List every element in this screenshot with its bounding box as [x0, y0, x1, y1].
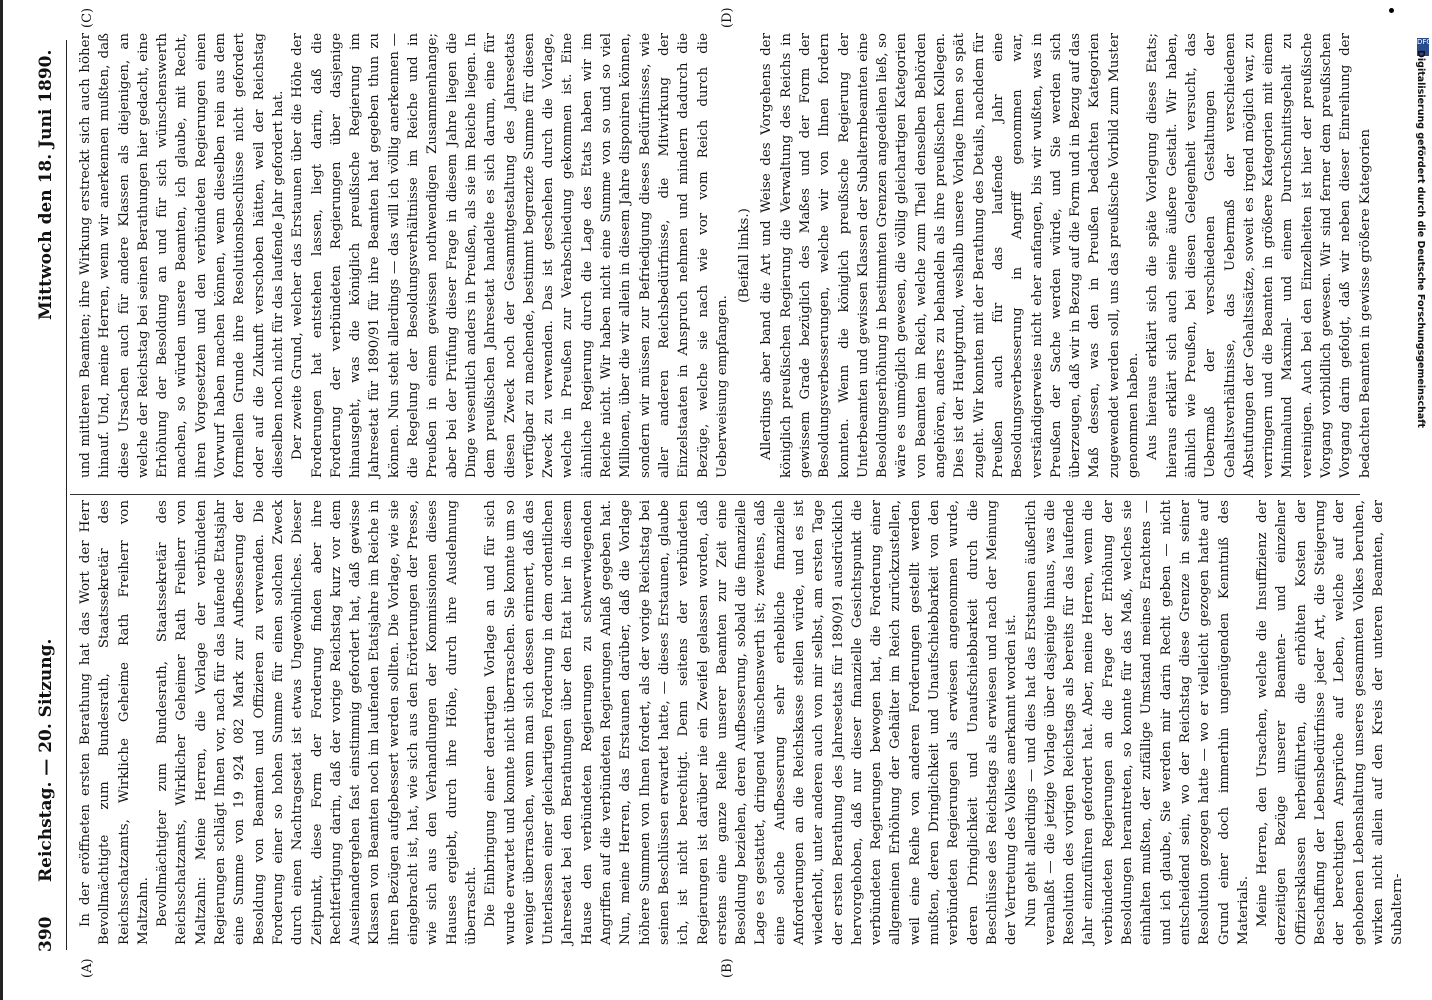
margin-mark-c: (C): [80, 7, 95, 28]
margin-mark-a: (A): [80, 958, 95, 978]
credit-text: Digitalisierung gefördert durch die Deutsche Forschungsgemeinschaft: [1415, 50, 1426, 428]
dfg-logo-text: DFG: [1417, 38, 1432, 46]
text-column-left: [76, 500, 1407, 945]
margin-mark-b: (B): [720, 958, 735, 978]
page-number: 390: [36, 916, 56, 952]
header-rule: [66, 40, 67, 950]
paragraph: Meine Herren, den Ursachen, welche die Insuffizienz der derzeitigen Bezüge unserer Beamten- und einzelner Offiziersklassen herbeiführten, die erhöhten Kosten der Beschaffung der Lebensbedürfnisse jeder Art, die Steigerung der berechtigten Ansprüche auf Leben, welche auf der gehobenen Lebenshaltung unseres gesammten Volkes beruhen, wirken nicht allein auf den Kreis der unteren Beamten, der Subaltern-: [1255, 500, 1406, 945]
header-date: Mittwoch den 18. Juni 1890.: [36, 49, 56, 320]
paragraph: Die Einbringung einer derartigen Vorlage an und für sich wurde erwartet und konnte nicht überraschen. Sie konnte um so weniger überraschen, wenn man sich dessen erinnert, daß das Unterlassen einer gleichartigen Forderung in dem ordentlichen Jahresetat bei den Berathungen über den Etat hier in diesem Hause den verbündeten Regierungen zu schwerwiegenden Angriffen auf die verbündeten Regierungen Anlaß gegeben hat. Nun, meine Herren, das Erstaunen darüber, daß die Vorlage höhere Summen von Ihnen fordert, als der vorige Reichstag bei seinen Beschlüssen erwartet hatte, — dieses Erstaunen, glaube ich, ist nicht berechtigt. Denn seitens der verbündeten Regierungen ist darüber nie ein Zweifel gelassen worden, daß erstens eine ganze Reihe unserer Beamten zur Zeit eine Besoldung beziehen, deren Aufbesserung, sobald die finanzielle Lage es gestattet, dringend wünschenswerth ist; zweitens, daß eine solche Aufbesserung sehr erhebliche finanzielle Anforderungen an die Reichskasse stellen würde, und es ist wiederholt, unter anderen auch von mir selbst, am ersten Tage der ersten Berathung des Jahresetats für 1890/91 ausdrücklich hervorgehoben, daß nur dieser finanzielle Gesichtspunkt die verbündeten Regierungen bewogen hat, die Forderung einer allgemeinen Erhöhung der Gehälter im Reich zurückzustellen, weil eine Reihe von anderen Forderungen gestellt werden mußten, deren Dringlichkeit und Unaufschiebbarkeit von den verbündeten Regierungen als erwiesen angenommen wurde, deren Dringlichkeit und Unaufschiebbarkeit durch die Beschlüsse des Reichstags als erwiesen und nach der Meinung der Vertretung des Volkes anerkannt worden ist.: [483, 500, 1020, 945]
digitization-credit: [1412, 50, 1428, 570]
paragraph: Allerdings aber band die Art und Weise des Vorgehens der königlich preußischen Regierung die Verwaltung des Reichs in gewissem Grade bezüglich des Maßes und der Form der Besoldungsverbesserungen, welche wir von Ihnen fordern konnten. Wenn die königlich preußische Regierung der Unterbeamten und gewissen Klassen der Subalternbeamten eine Besoldungserhöhung in bestimmten Grenzen angedeihen ließ, so wäre es unmöglich gewesen, die völlig gleichartigen Kategorien von Beamten im Reich, welche zum Theil denselben Behörden angehören, anders zu behandeln als ihre preußischen Kollegen. Dies ist der Hauptgrund, weshalb unsere Vorlage Ihnen so spät zugeht. Wir konnten mit der Berathung des Details, nachdem für Preußen auch für das laufende Jahr eine Besoldungsverbesserung in Angriff genommen war, verständigerweise nicht eher anfangen, bis wir wußten, was in Preußen der Sache werden würde, und Sie werden sich überzeugen, daß wir in Bezug auf die Form und in Bezug auf das Maß dessen, was den in Preußen bedachten Kategorien zugewendet werden soll, uns das preußische Vorbild zum Muster genommen haben.: [759, 33, 1142, 478]
paragraph: und mittleren Beamten; ihre Wirkung erstreckt sich auch höher hinauf. Und, meine Herren, wenn wir anerkennen mußten, daß diese Ursachen auch für andere Klassen als diejenigen, an welche der Reichstag bei seinen Berathungen hier gedacht, eine Erhöhung der Besoldung an und für sich wünschenswerth machen, so würden unsere Beamten, ich glaube, mit Recht, ihren Vorgesetzten und den verbündeten Regierungen einen Vorwurf haben machen können, wenn dieselben rein aus dem formellen Grunde ihre Resolutionsbeschlüsse nicht gefordert oder auf die Zukunft verschoben hätten, weil der Reichstag dieselben noch nicht für das laufende Jahr gefordert hat.: [78, 33, 286, 478]
paragraph: In der eröffneten ersten Berathung hat das Wort der Herr Bevollmächtigte zum Bundesrath, Staatssekretär des Reichsschatzamts, Wirkliche Geheime Rath Freiherr von Maltzahn.: [78, 500, 151, 945]
header-title: Reichstag. — 20. Sitzung.: [36, 638, 56, 882]
scan-speck: [1389, 8, 1394, 13]
text-column-right: [76, 33, 1375, 478]
paragraph: Bevollmächtigter zum Bundesrath, Staatssekretär des Reichsschatzamts, Wirklicher Geheimer Rath Freiherr von Maltzahn: Meine Herren, die Vorlage der verbündeten Regierungen schlägt Ihnen vor, nach für das laufende Etatsjahr eine Summe von 19 924 082 Mark zur Aufbesserung der Besoldung von Beamten und Offizieren zu verwenden. Die Forderung einer so hohen Summe für einen solchen Zweck durch einen Nachtragsetat ist etwas Ungewöhnliches. Dieser Zeitpunkt, diese Form der Forderung finden aber ihre Rechtfertigung darin, daß der vorige Reichstag kurz vor dem Auseinandergehen fast einstimmig gefordert hat, daß gewisse Klassen von Beamten noch im laufenden Etatsjahre im Reiche in ihren Bezügen aufgebessert werden sollten. Die Vorlage, wie sie eingebracht ist, hat, wie sich aus den Erörterungen der Presse, wie sich aus den Verhandlungen der Kommissionen dieses Hauses ergiebt, durch ihre Höhe, durch ihre Ausdehnung überrascht.: [155, 500, 479, 945]
margin-mark-d: (D): [720, 7, 735, 28]
paragraph: Aus hieraus erklärt sich die späte Vorlegung dieses Etats; hieraus erklärt sich auch seine äußere Gestalt. Wir haben, ähnlich wie Preußen, bei diesen Gelegenheit versucht, das Uebermaß der verschiedenen Gestaltungen der Gehaltsverhältnisse, das Uebermaß der verschiedenen Abstufungen der Gehaltssätze, soweit es irgend möglich war, zu verringern und die Beamten in größere Kategorien mit einem Minimalund Maximal- und einem Durchschnittsgehalt zu vereinigen. Auch bei den Einzelheiten ist hier der preußische Vorgang vorbildlich gewesen. Wir sind ferner dem preußischen Vorgang darin gefolgt, daß wir neben dieser Einreihung der bedachten Beamten in gewisse größere Kategorien: [1145, 33, 1373, 478]
paragraph: Nun geht allerdings — und dies hat das Erstaunen äußerlich veranlaßt — die jetzige Vorlage über dasjenige hinaus, was die Resolution des vorigen Reichstags als bereits für das laufende Jahr einzuführen gefordert hat. Aber, meine Herren, wenn die verbündeten Regierungen an die Frage der Erhöhung der Besoldungen herantreten, so konnte für das Maß, welches sie einhalten mußten, der zufällige Umstand meines Erachtens — und ich glaube, Sie werden mir darin Recht geben — nicht entscheidend sein, wo der Reichstag diese Grenze in seiner Resolution gezogen hatte — wo er vielleicht gezogen hatte auf Grund einer doch immerhin ungenügenden Kenntniß des Materials.: [1023, 500, 1251, 945]
paragraph: Der zweite Grund, welcher das Erstaunen über die Höhe der Forderungen hat entstehen lassen, liegt darin, daß die Forderung der verbündeten Regierungen über dasjenige hinausgeht, was die königlich preußische Regierung im Jahresetat für 1890/91 für ihre Beamten hat gegeben thun zu können. Nun steht allerdings — das will ich völlig anerkennen — die Regelung der Besoldungsverhältnisse im Reiche und in Preußen in einem gewissen nothwendigen Zusammenhange; aber bei der Prüfung dieser Frage in diesem Jahre liegen die Dinge wesentlich anders in Preußen, als sie im Reiche liegen. In dem preußischen Jahresetat handelte es sich darum, eine für diesen Zweck noch der Gesammtgestaltung des Jahresetats verfügbar zu machende, bestimmt begrenzte Summe für diesen Zweck zu verwenden. Das ist geschehen durch die Vorlage, welche in Preußen zur Verabschiedung gekommen ist. Eine ähnliche Regierung durch die Lage des Etats haben wir im Reiche nicht. Wir haben nicht eine Summe von so und so viel Millionen, über die wir allein in diesem Jahre disponiren können, sondern wir müssen zur Befriedigung dieses Bedürfnisses, wie aller anderen Reichsbedürfnisse, die Mitwirkung der Einzelstaaten in Anspruch nehmen und mindern dadurch die Bezüge, welche sie nach wie vor vom Reich durch die Ueberweisung empfangen.: [290, 33, 730, 478]
running-header: [22, 0, 62, 1000]
interjection: (Beifall links.): [737, 208, 753, 303]
column-divider: [70, 494, 1360, 495]
